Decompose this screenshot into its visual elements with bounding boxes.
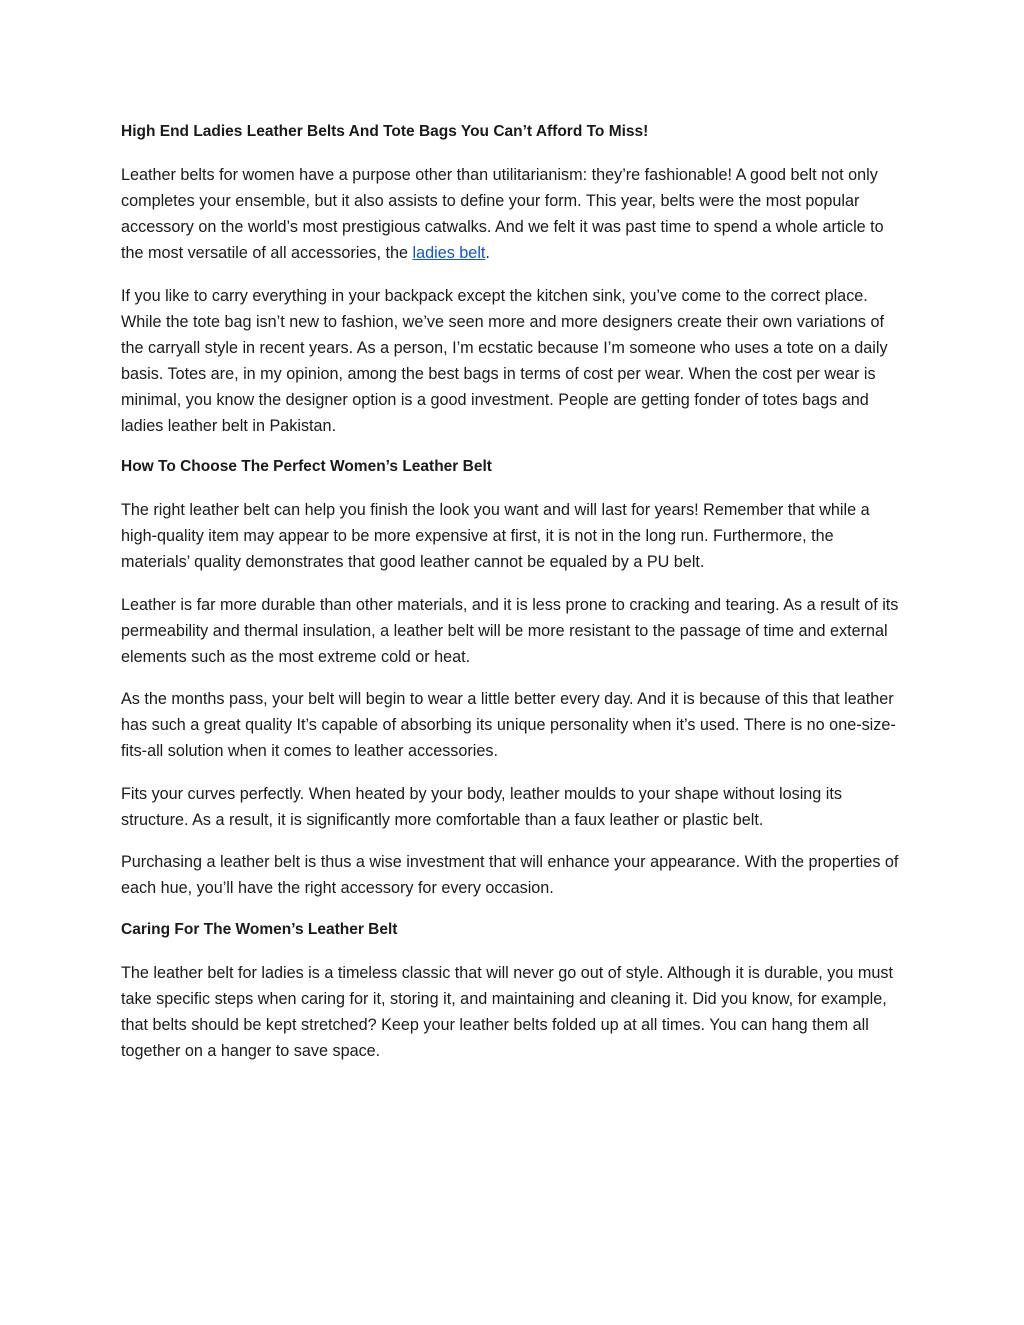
choose-paragraph-3: As the months pass, your belt will begin to wear a little better every day. And it is because of this that leather has such a great quality It’s capable of absorbing its unique personality when it’s used. There is no one-size-fits-all solution when it comes to leather accessories. <box>121 690 896 760</box>
intro-text: Leather belts for women have a purpose other than utilitarianism: they’re fashionable! A good belt not only completes your ensemble, but it also assists to define your form. This year, belts were the most popular accessory on the world’s most prestigious catwalks. And we felt it was past time to spend a whole article to the most versatile of all accessories, the <box>121 166 884 262</box>
choose-paragraph-2: Leather is far more durable than other materials, and it is less prone to cracking and tearing. As a result of its permeability and thermal insulation, a leather belt will be more resistant to the passage of time and external elements such as the most extreme cold or heat. <box>121 595 899 666</box>
intro-paragraph <box>121 162 905 266</box>
choose-paragraph-5: Purchasing a leather belt is thus a wise investment that will enhance your appearance. With the properties of each hue, you’ll have the right accessory for every occasion. <box>121 853 899 897</box>
section-heading-choose: How To Choose The Perfect Women’s Leather Belt <box>121 458 492 475</box>
choose-paragraph-1: The right leather belt can help you finish the look you want and will last for years! Remember that while a high-quality item may appear to be more expensive at first, it is not in the long run. Furthermore, the materials’ quality demonstrates that good leather cannot be equaled by a PU belt. <box>121 501 870 571</box>
ladies-belt-link[interactable]: ladies belt <box>412 244 486 262</box>
tote-paragraph: If you like to carry everything in your backpack except the kitchen sink, you’ve come to the correct place. While the tote bag isn’t new to fashion, we’ve seen more and more designers create their own variations of the carryall style in recent years. As a person, I’m ecstatic because I’m someone who uses a tote on a daily basis. Totes are, in my opinion, among the best bags in terms of cost per wear. When the cost per wear is minimal, you know the designer option is a good investment. People are getting fonder of totes bags and ladies leather belt in Pakistan. <box>121 286 888 435</box>
caring-paragraph: The leather belt for ladies is a timeless classic that will never go out of style. Although it is durable, you must take specific steps when caring for it, storing it, and maintaining and cleaning it. Did you know, for example, that belts should be kept stretched? Keep your leather belts folded up at all times. You can hang them all together on a hanger to save space. <box>121 963 893 1060</box>
section-heading-caring: Caring For The Women’s Leather Belt <box>121 920 398 938</box>
intro-text-end: . <box>485 244 490 262</box>
choose-paragraph-4: Fits your curves perfectly. When heated by your body, leather moulds to your shape without losing its structure. As a result, it is significantly more comfortable than a faux leather or plastic belt. <box>121 784 842 829</box>
article-title: High End Ladies Leather Belts And Tote Bags You Can’t Afford To Miss! <box>121 123 649 140</box>
document-page <box>121 120 905 1080</box>
